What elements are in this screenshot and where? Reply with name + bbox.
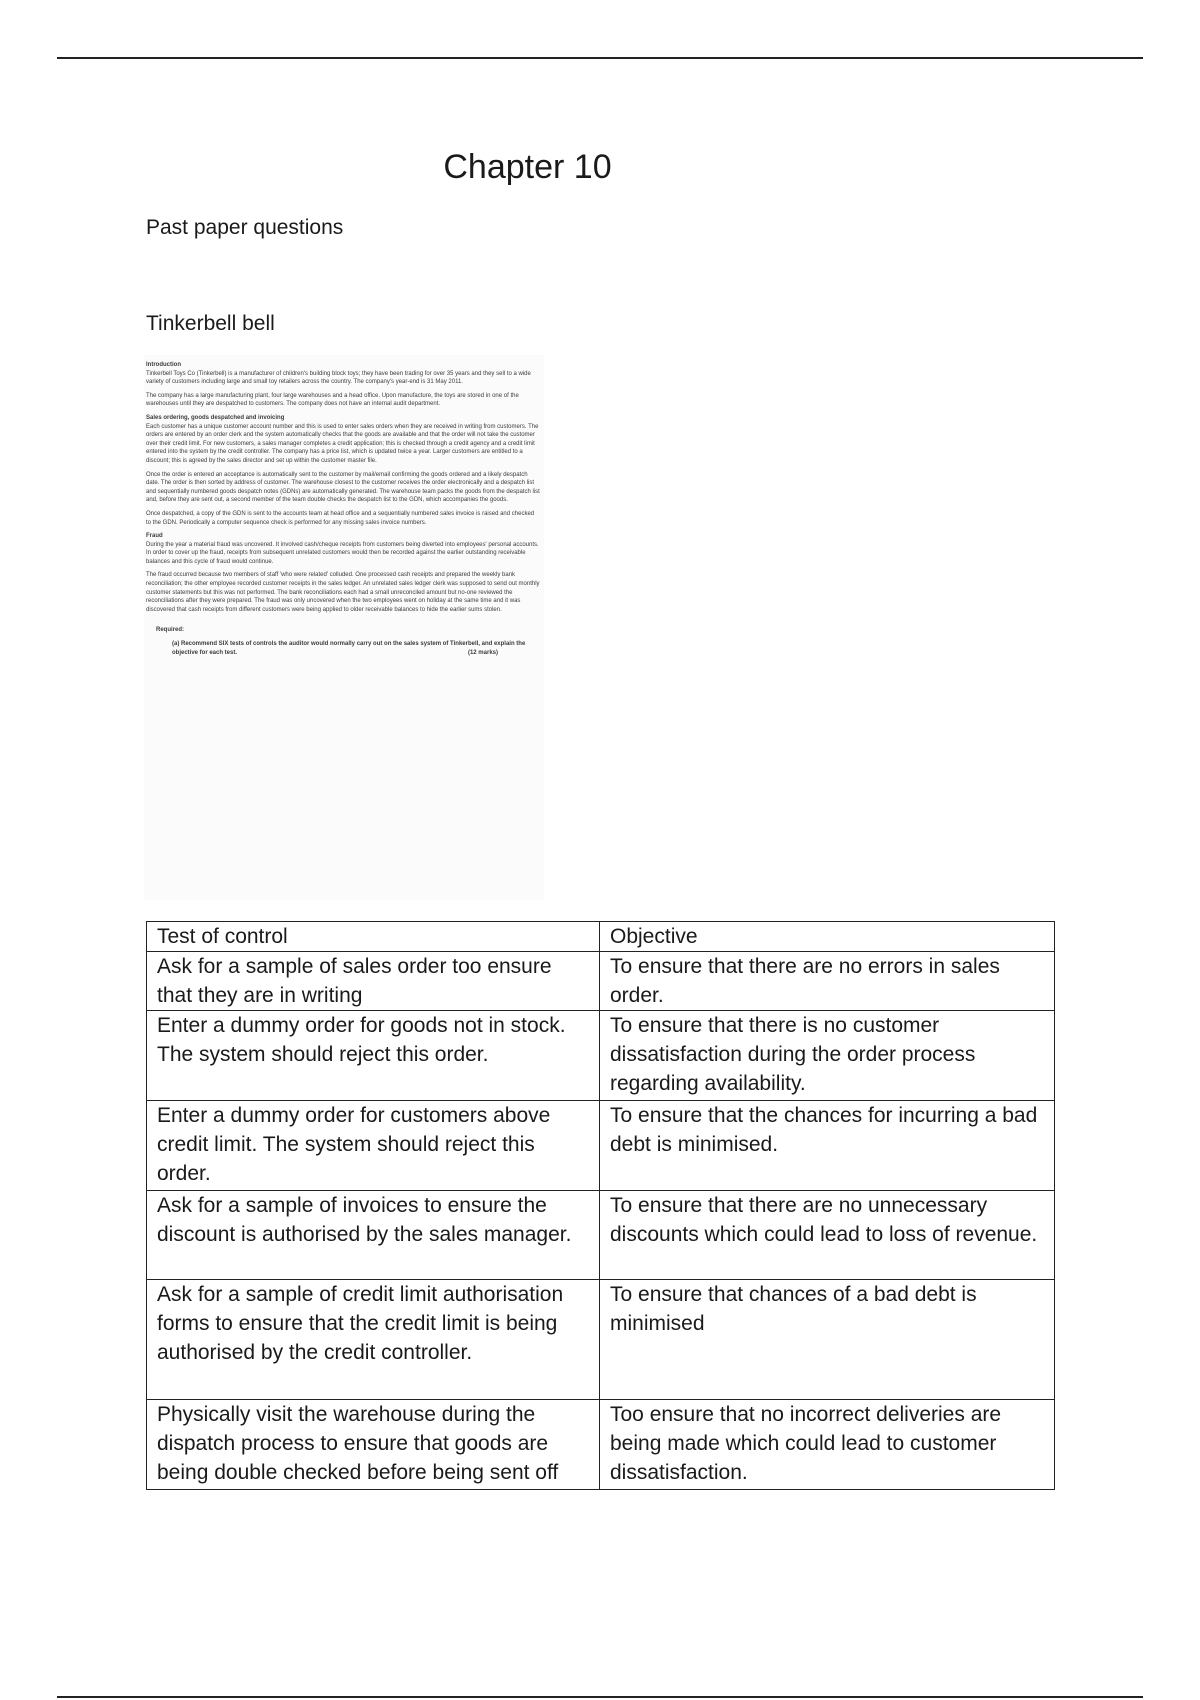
objective-cell: To ensure that the chances for incurring a bad debt is minimised. [600,1101,1055,1191]
case-study-title: Tinkerbell bell [146,312,275,335]
test-cell: Physically visit the warehouse during the dispatch process to ensure that goods are being double checked before being sent off [147,1400,600,1490]
table-row [147,1400,1055,1490]
objective-cell: To ensure that there are no errors in sales order. [600,952,1055,1011]
scan-paragraph: The fraud occurred because two members of staff 'who were related' colluded. One processed cash receipts and prepared the weekly bank reconciliation; the other employee recorded customer receipts in the sales ledger. An unrelated sales ledger clerk was supposed to send out monthly customer statements but this was not performed. The bank reconciliations each had a small unreconciled amount but no-one reviewed the reconciliations after they were prepared. The fraud was only uncovered when the two employees went on holiday at the same time and it was discovered that cash receipts from different customers were being applied to older receivable balances to hide the earlier sums stolen. [146,572,540,613]
objective-cell: To ensure that there is no customer dissatisfaction during the order process regarding availability. [600,1011,1055,1101]
header-rule [57,57,1143,59]
scan-question [172,640,540,657]
objective-cell: To ensure that there are no unnecessary discounts which could lead to loss of revenue. [600,1191,1055,1280]
scan-paragraph: Each customer has a unique customer account number and this is used to enter sales orders when they are received in writing from customers. The orders are entered by an order clerk and the system automatically checks that the goods are available and that the order will not take the customer over their credit limit. For new customers, a sales manager completes a credit application; this is checked through a credit agency and a credit limit entered into the system by the credit controller. The company has a price list, which is updated twice a year. Larger customers are entitled to a discount; this is agreed by the sales director and set up within the customer master file. [146,423,539,464]
objective-cell: To ensure that chances of a bad debt is minimised [600,1280,1055,1400]
test-cell: Ask for a sample of credit limit authorisation forms to ensure that the credit limit is being authorised by the credit controller. [147,1280,600,1400]
table-row [147,952,1055,1011]
scan-paragraph: During the year a material fraud was uncovered. It involved cash/cheque receipts from customers being diverted into employees' personal accounts. In order to cover up the fraud, receipts from subsequent unrelated customers would then be recorded against the earlier outstanding receivable balances and this cycle of fraud would continue. [146,541,539,565]
table-row [147,1011,1055,1101]
table-row [147,1191,1055,1280]
section-subtitle: Past paper questions [146,216,344,239]
scan-paragraph: Once the order is entered an acceptance is automatically sent to the customer by mail/email confirming the goods ordered and a likely despatch date. The order is then sorted by address of customer. The warehouse closest to the customer receives the order electronically and a despatch list and sequentially numbered goods despatch notes (GDNs) are automatically generated. The warehouse team packs the goods from the despatch list and, before they are sent out, a second member of the team double checks the despatch list to the GDN, which accompanies the goods. [146,471,540,504]
test-cell: Enter a dummy order for customers above credit limit. The system should reject this order. [147,1101,600,1191]
scan-required-label: Required: [156,627,185,634]
table-row [147,1101,1055,1191]
scan-question-marks: (12 marks) [467,649,498,656]
scan-paragraph: Tinkerbell Toys Co (Tinkerbell) is a manufacturer of children's building block toys; they have been trading for over 35 years and they sell to a wide variety of customers including large and small toy retailers across the country. The company's year-end is 31 May 2011. [146,370,531,386]
controls-table [146,921,1055,1490]
header-objective: Objective [600,922,1055,952]
footer-rule [57,1696,1143,1698]
test-cell: Ask for a sample of invoices to ensure the discount is authorised by the sales manager. [147,1191,600,1280]
objective-cell: Too ensure that no incorrect deliveries are being made which could lead to customer dissatisfaction. [600,1400,1055,1490]
scan-question-text: (a) Recommend SIX tests of controls the auditor would normally carry out on the sales system of Tinkerbell, and explain the objective for each test. [172,641,526,656]
header-test-of-control: Test of control [147,922,600,952]
case-study-scan [144,355,544,900]
table-row [147,1280,1055,1400]
test-cell: Enter a dummy order for goods not in stock. The system should reject this order. [147,1011,600,1101]
scan-heading-sales: Sales ordering, goods despatched and invoicing [146,414,285,421]
test-cell: Ask for a sample of sales order too ensure that they are in writing [147,952,600,1011]
scan-heading-intro: Introduction [146,362,181,368]
chapter-title: Chapter 10 [443,148,612,186]
scan-paragraph: Once despatched, a copy of the GDN is sent to the accounts team at head office and a sequentially numbered sales invoice is raised and checked to the GDN. Periodically a computer sequence check is performed for any missing sales invoice numbers. [146,510,535,526]
scan-paragraph: The company has a large manufacturing plant, four large warehouses and a head office. Upon manufacture, the toys are stored in one of the warehouses until they are despatched to customers. The company does not have an internal audit department. [146,392,519,408]
table-header-row [147,922,1055,952]
scan-heading-fraud: Fraud [146,533,163,540]
